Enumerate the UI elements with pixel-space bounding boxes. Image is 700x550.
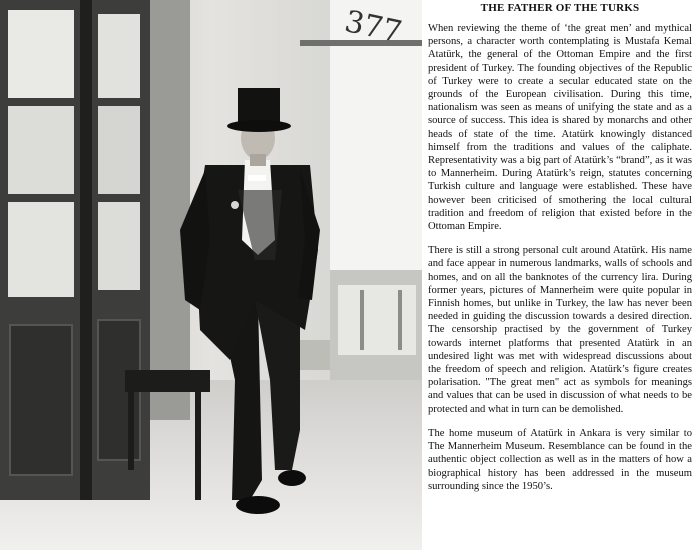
article-paragraph-2: There is still a strong personal cult around Atatürk. His name and face appear in numerous landmarks, walls of schools and homes, and on all the banknotes of the currency lira. During former years, pictures of Mannerheim were quite popular in Finnish homes, but unlike in Turkey, the law has never been needed in guiding the discussion towards a desired direction. The censorship practised by the government of Turkey towards internet platforms that presented Atatürk in an undesired light was met with widespread discussions about the freedom of speech and religion. Atatürk’s figure creates polarisation. "The great men" act as symbols for meanings and values that can be used in discussion of what needs to be protected and what in turn can be demolished. (428, 245, 692, 415)
article-column (428, 0, 692, 550)
svg-text:377: 377 (341, 4, 405, 51)
article-paragraph-1: When reviewing the theme of ‘the great men’ and mythical persons, a character worth contemplating is Mustafa Kemal Atatürk, the general of the Ottoman Empire and the first president of Turkey. The founding objectives of the Republic of Turkey were to create a secular educated state on the grounds of the European civilisation. During this time, nationalism was seen as means of unifying the state and as a source of success. This idea is shared by monarchs and other heads of state of the time. Atatürk knowingly distanced himself from the traditions and values of the caliphate. Representativity was a big part of Atatürk’s “brand”, as it was to Mannerheim. During Atatürk’s reign, statutes concerning Turkish culture and language were established. These have however been criticised of smothering the local cultural tradition and freedom of religion that existed before in the Ottoman Empire. (428, 23, 692, 233)
article-paragraph-3: The home museum of Atatürk in Ankara is very similar to The Mannerheim Museum. Resemblance can be found in the authentic object collection as well as in the matters of how a biographical history has been addressed in the museum surrounding since the 1950’s. (428, 427, 692, 492)
article-title: THE FATHER OF THE TURKS (480, 2, 640, 14)
